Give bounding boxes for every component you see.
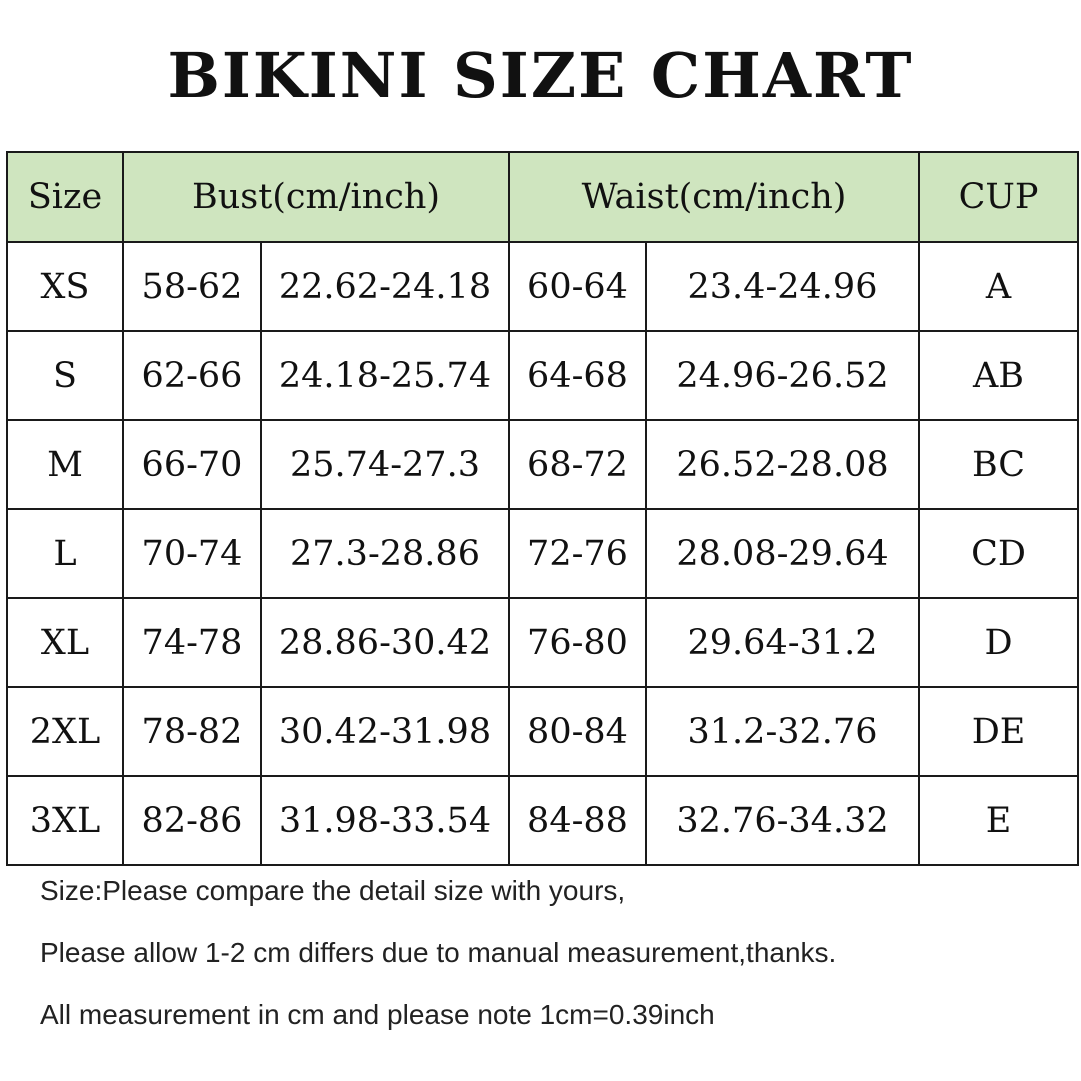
chart-title: BIKINI SIZE CHART (167, 39, 914, 112)
cup-cell: CD (919, 509, 1078, 598)
table-header-row (7, 152, 1078, 242)
bust-cm-cell: 58-62 (123, 242, 261, 331)
bust-cm-cell: 70-74 (123, 509, 261, 598)
note-allowance: Please allow 1-2 cm differs due to manual measurement,thanks. (40, 937, 837, 968)
table-row (7, 687, 1078, 776)
size-cell: 2XL (7, 687, 123, 776)
bust-cm-cell: 82-86 (123, 776, 261, 865)
size-cell: XL (7, 598, 123, 687)
waist-inch-cell: 26.52-28.08 (646, 420, 919, 509)
bust-inch-cell: 25.74-27.3 (261, 420, 509, 509)
bust-inch-cell: 24.18-25.74 (261, 331, 509, 420)
waist-cm-cell: 72-76 (509, 509, 646, 598)
cup-cell: D (919, 598, 1078, 687)
header-size: Size (7, 152, 123, 242)
cup-cell: A (919, 242, 1078, 331)
bust-cm-cell: 66-70 (123, 420, 261, 509)
waist-inch-cell: 23.4-24.96 (646, 242, 919, 331)
size-cell: L (7, 509, 123, 598)
table-row (7, 420, 1078, 509)
cup-cell: AB (919, 331, 1078, 420)
header-bust: Bust(cm/inch) (123, 152, 509, 242)
cup-cell: E (919, 776, 1078, 865)
header-cup: CUP (919, 152, 1078, 242)
waist-cm-cell: 60-64 (509, 242, 646, 331)
size-cell: XS (7, 242, 123, 331)
bust-cm-cell: 78-82 (123, 687, 261, 776)
table-row (7, 598, 1078, 687)
note-compare: Size:Please compare the detail size with yours, (40, 875, 626, 906)
bust-inch-cell: 30.42-31.98 (261, 687, 509, 776)
note-conversion: All measurement in cm and please note 1cm=0.39inch (40, 999, 715, 1030)
table-row (7, 776, 1078, 865)
bust-inch-cell: 27.3-28.86 (261, 509, 509, 598)
waist-cm-cell: 84-88 (509, 776, 646, 865)
bust-cm-cell: 62-66 (123, 331, 261, 420)
waist-cm-cell: 68-72 (509, 420, 646, 509)
table-row (7, 242, 1078, 331)
size-table (6, 151, 1079, 866)
cup-cell: BC (919, 420, 1078, 509)
waist-inch-cell: 29.64-31.2 (646, 598, 919, 687)
size-cell: M (7, 420, 123, 509)
cup-cell: DE (919, 687, 1078, 776)
size-cell: S (7, 331, 123, 420)
header-waist: Waist(cm/inch) (509, 152, 919, 242)
waist-inch-cell: 32.76-34.32 (646, 776, 919, 865)
waist-inch-cell: 28.08-29.64 (646, 509, 919, 598)
bust-inch-cell: 22.62-24.18 (261, 242, 509, 331)
bust-cm-cell: 74-78 (123, 598, 261, 687)
bust-inch-cell: 28.86-30.42 (261, 598, 509, 687)
size-notes (40, 872, 1060, 1058)
waist-inch-cell: 31.2-32.76 (646, 687, 919, 776)
waist-cm-cell: 80-84 (509, 687, 646, 776)
table-row (7, 509, 1078, 598)
bust-inch-cell: 31.98-33.54 (261, 776, 509, 865)
waist-inch-cell: 24.96-26.52 (646, 331, 919, 420)
waist-cm-cell: 76-80 (509, 598, 646, 687)
table-row (7, 331, 1078, 420)
waist-cm-cell: 64-68 (509, 331, 646, 420)
size-cell: 3XL (7, 776, 123, 865)
